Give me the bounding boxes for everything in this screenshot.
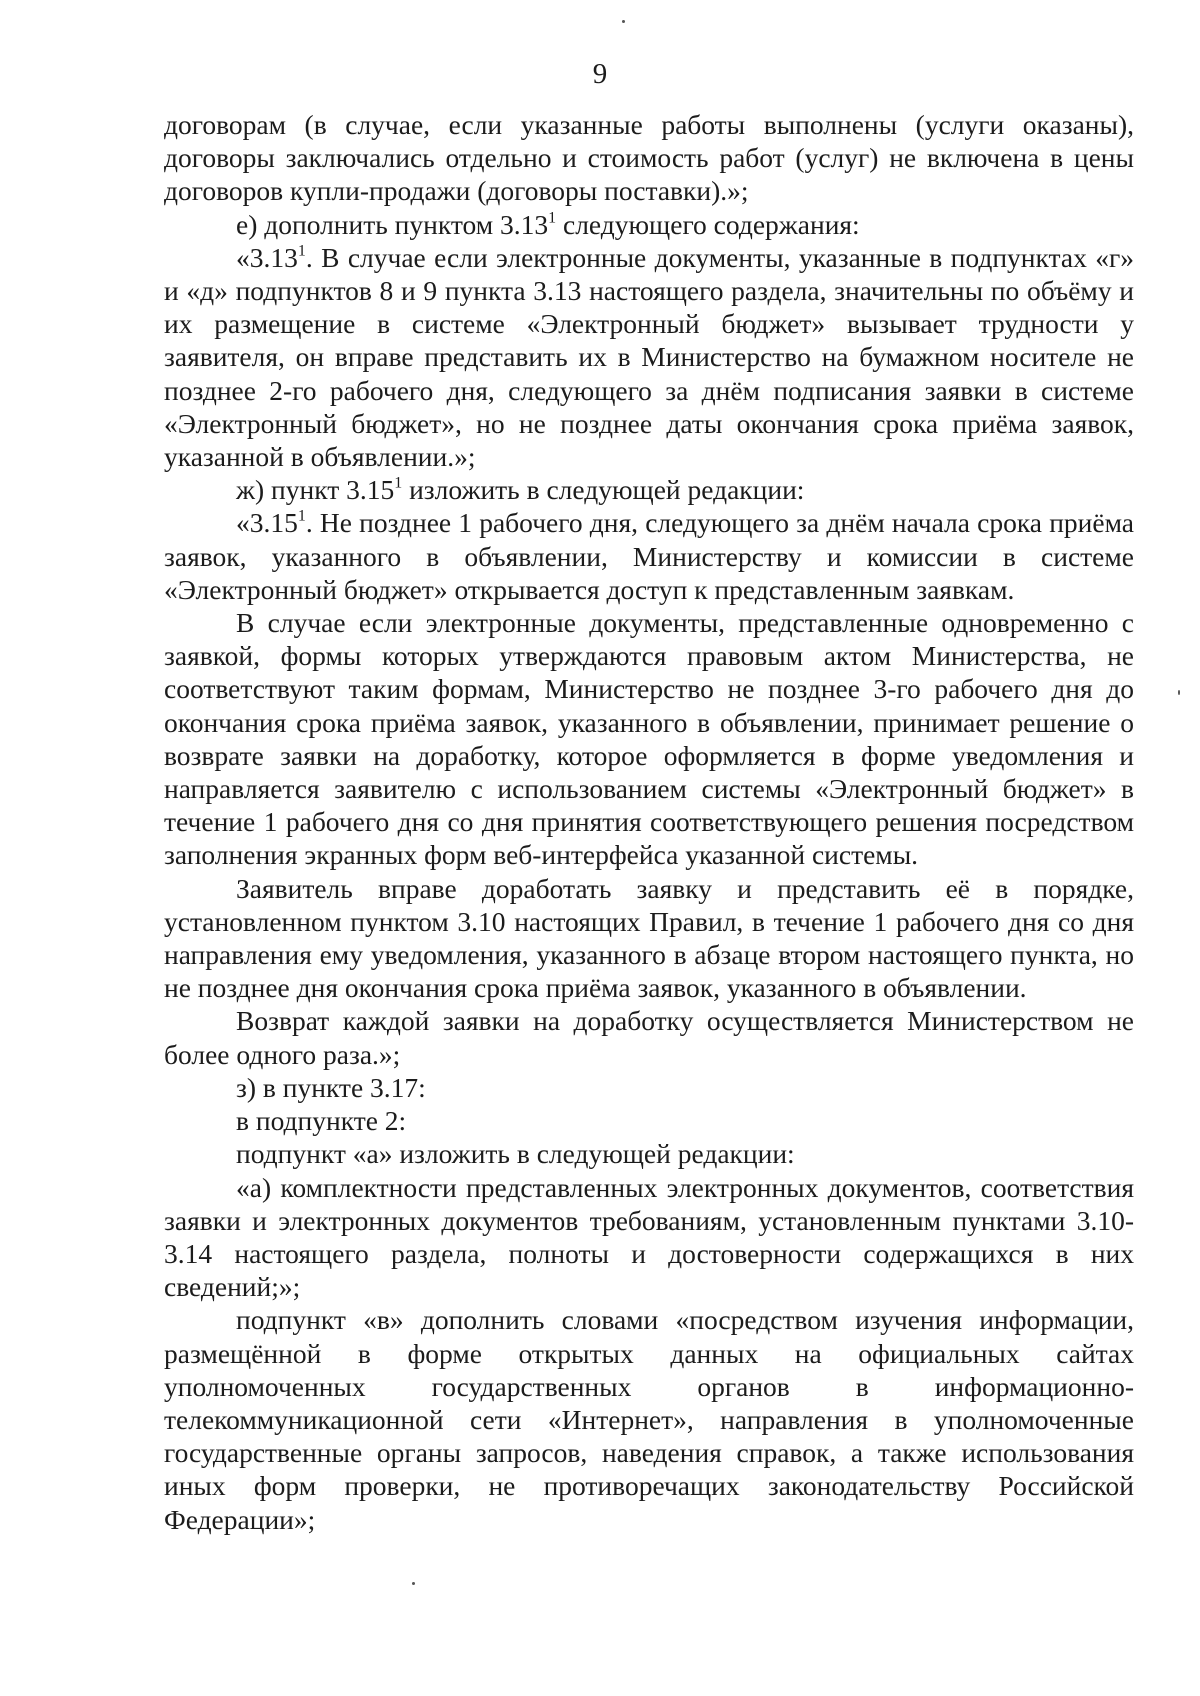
paragraph-text: . Не позднее 1 рабочего дня, следующего за днём начала срока приёма заявок, указанного в объявлении, Министерству и комиссии в системе «Электронный бюджет» открывается доступ к представленным заявкам. [164,507,1134,605]
paragraph: «а) комплектности представленных электронных документов, соответствия заявки и электронных документов требованиям, установленным пунктами 3.10-3.14 настоящего раздела, полноты и достоверности содержащихся в них сведений;»; [164,1171,1134,1303]
paragraph-text: ж) пункт 3.15 [236,474,395,506]
superscript: 1 [394,474,403,492]
superscript: 1 [297,507,306,525]
paragraph: в подпункте 2: [236,1105,407,1137]
page-number: 9 [592,58,608,90]
paragraph: В случае если электронные документы, представленные одновременно с заявкой, формы которых утверждаются правовым актом Министерства, не соответствуют таким формам, Министерство не позднее 3-го рабочего дня до окончания срока приёма заявок, указанного в объявлении, принимает решение о возврате заявки на доработку, которое оформляется в форме уведомления и направляется заявителю с использованием системы «Электронный бюджет» в течение 1 рабочего дня со дня принятия соответствующего решения посредством заполнения экранных форм веб-интерфейса указанной системы. [164,607,1134,871]
document-body [164,108,1134,1536]
paragraph: Заявитель вправе доработать заявку и представить её в порядке, установленном пунктом 3.10 настоящих Правил, в течение 1 рабочего дня со дня направления ему уведомления, указанного в абзаце втором настоящего пункта, но не позднее дня окончания срока приёма заявок, указанного в объявлении. [164,872,1134,1004]
superscript: 1 [548,209,557,227]
paragraph: подпункт «а» изложить в следующей редакции: [236,1138,795,1170]
paragraph-text: «3.15 [236,507,298,539]
scan-speck [622,20,625,23]
paragraph [164,473,1134,506]
paragraph-text: «3.13 [236,241,298,273]
paragraph: Возврат каждой заявки на доработку осуществляется Министерством не более одного раза.»; [164,1005,1134,1070]
paragraph-text: изложить в следующей редакции: [402,474,805,506]
paragraph [164,208,1134,241]
paragraph [164,241,1134,473]
paragraph [164,506,1134,606]
paragraph-text: следующего содержания: [556,208,860,240]
scan-speck [1178,690,1180,695]
paragraph: договорам (в случае, если указанные работы выполнены (услуги оказаны), договоры заключались отдельно и стоимость работ (услуг) не включена в цены договоров купли-продажи (договоры поставки).»; [164,109,1134,207]
scan-speck [412,1582,415,1585]
superscript: 1 [297,242,306,260]
paragraph-text: е) дополнить пунктом 3.13 [236,208,549,240]
paragraph: подпункт «в» дополнить словами «посредством изучения информации, размещённой в форме открытых данных на официальных сайтах уполномоченных государственных органов в информационно-телекоммуникационной сети «Интернет», направления в уполномоченные государственные органы запросов, наведения справок, а также использования иных форм проверки, не противоречащих законодательству Российской Федерации»; [164,1304,1134,1535]
paragraph-text: . В случае если электронные документы, указанные в подпунктах «г» и «д» подпунктов 8 и 9 пункта 3.13 настоящего раздела, значительны по объёму и их размещение в системе «Электронный бюджет» вызывает трудности у заявителя, он вправе представить их в Министерство на бумажном носителе не позднее 2-го рабочего дня, следующего за днём подписания заявки в системе «Электронный бюджет», но не позднее даты окончания срока приёма заявок, указанной в объявлении.»; [164,241,1134,473]
paragraph: з) в пункте 3.17: [236,1071,426,1103]
